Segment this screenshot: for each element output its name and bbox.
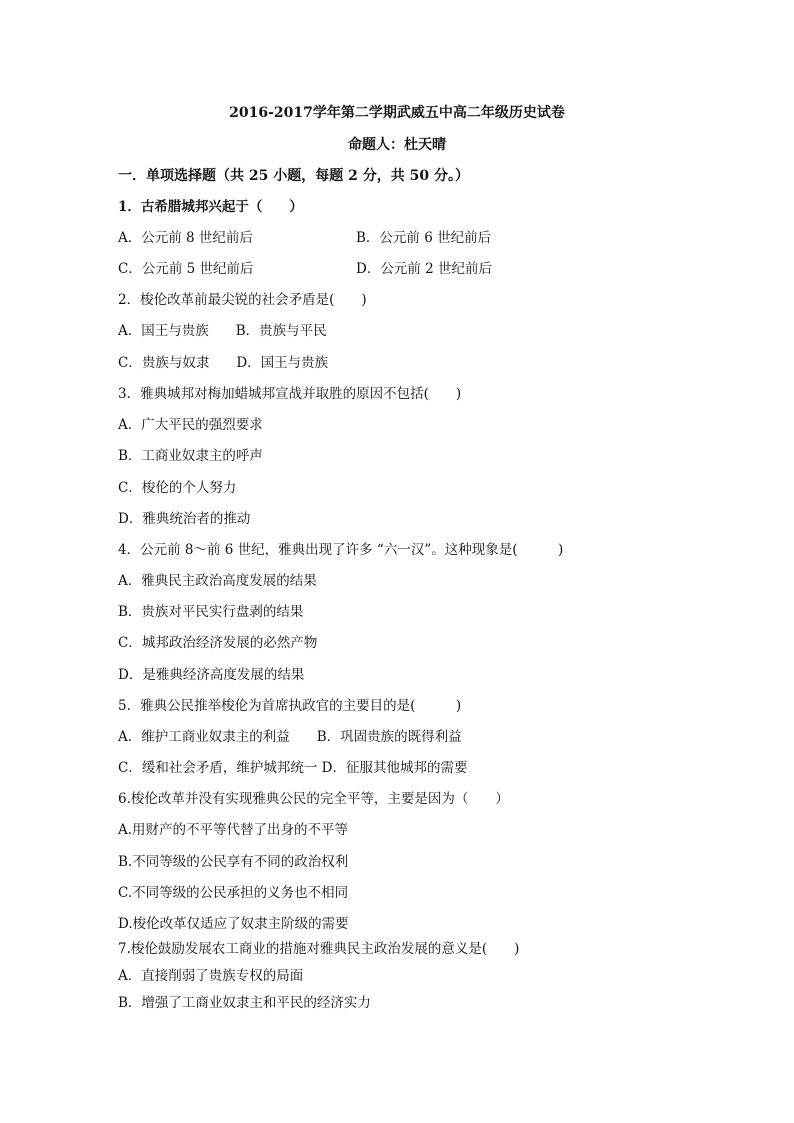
option-4b: B．贵族对平民实行盘剥的结果 <box>118 604 304 620</box>
option-3d: D．雅典统治者的推动 <box>118 511 251 527</box>
option-7a: A．直接削弱了贵族专权的局面 <box>118 968 304 984</box>
question-7: 7.梭伦鼓励发展农工商业的措施对雅典民主政治发展的意义是( ) <box>118 941 520 957</box>
option-2ab: A．国王与贵族 B．贵族与平民 <box>118 323 327 339</box>
option-4a: A．雅典民主政治高度发展的结果 <box>118 573 317 589</box>
option-5ab: A．维护工商业奴隶主的利益 B．巩固贵族的既得利益 <box>118 729 462 745</box>
option-3a: A．广大平民的强烈要求 <box>118 417 263 433</box>
option-6d: D.梭伦改革仅适应了奴隶主阶级的需要 <box>118 916 349 932</box>
option-1c: C．公元前 5 世纪前后 <box>118 261 254 277</box>
option-1d: D．公元前 2 世纪前后 <box>356 261 492 277</box>
option-1b: B．公元前 6 世纪前后 <box>356 230 492 246</box>
option-6c: C.不同等级的公民承担的义务也不相同 <box>118 885 349 901</box>
option-6a: A.用财产的不平等代替了出身的不平等 <box>118 822 349 838</box>
option-2cd: C．贵族与奴隶 D．国王与贵族 <box>118 355 329 371</box>
option-3c: C．梭伦的个人努力 <box>118 480 237 496</box>
question-3: 3．雅典城邦对梅加蜡城邦宣战并取胜的原因不包括( ) <box>118 386 462 402</box>
option-6b: B.不同等级的公民享有不同的政治权利 <box>118 854 349 870</box>
exam-author: 命题人：杜天晴 <box>348 137 446 153</box>
question-5: 5．雅典公民推举梭伦为首席执政官的主要目的是( ) <box>118 698 462 714</box>
question-1: 1．古希腊城邦兴起于（ ） <box>118 199 303 215</box>
option-3b: B．工商业奴隶主的呼声 <box>118 448 263 464</box>
question-2: 2．梭伦改革前最尖锐的社会矛盾是( ) <box>118 292 367 308</box>
section-heading: 一．单项选择题（共 25 小题，每题 2 分，共 50 分。） <box>118 168 469 184</box>
option-4d: D．是雅典经济高度发展的结果 <box>118 667 305 683</box>
question-6: 6.梭伦改革并没有实现雅典公民的完全平等，主要是因为（ ） <box>118 791 509 807</box>
option-5cd: C．缓和社会矛盾，维护城邦统一 D．征服其他城邦的需要 <box>118 760 468 776</box>
option-1a: A．公元前 8 世纪前后 <box>118 230 253 246</box>
question-4: 4．公元前 8～前 6 世纪，雅典出现了许多 “六一汉”。这种现象是( ) <box>118 542 564 558</box>
exam-title: 2016-2017学年第二学期武威五中高二年级历史试卷 <box>229 105 565 121</box>
option-7b: B．增强了工商业奴隶主和平民的经济实力 <box>118 995 371 1011</box>
option-4c: C．城邦政治经济发展的必然产物 <box>118 635 318 651</box>
